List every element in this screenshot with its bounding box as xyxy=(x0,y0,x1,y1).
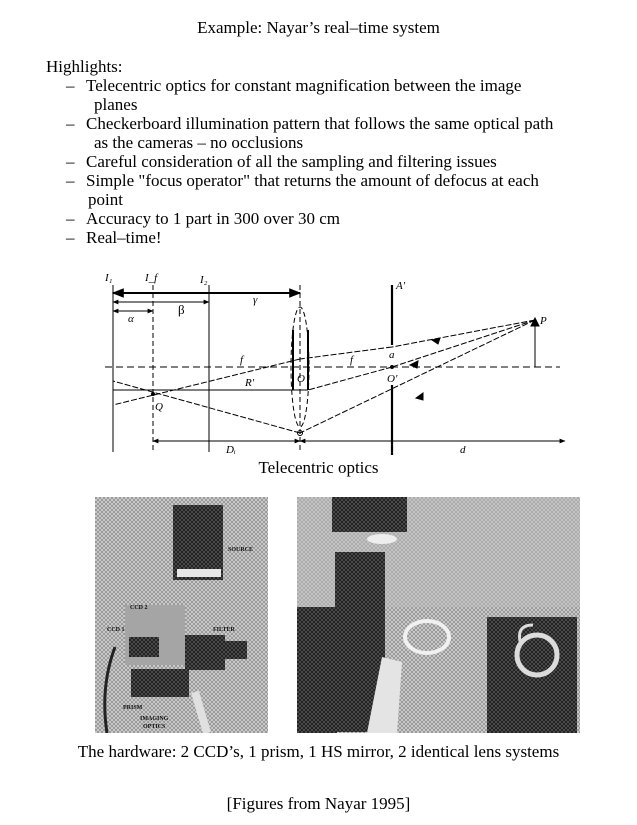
dash: – xyxy=(66,171,75,190)
label-o-prime: O' xyxy=(387,373,398,385)
highlight-line: planes xyxy=(94,95,138,114)
highlight-item xyxy=(66,209,553,228)
filter-tube xyxy=(217,641,247,659)
slide-title: Example: Nayar’s real–time system xyxy=(197,18,440,37)
label-optics: OPTICS xyxy=(143,724,166,730)
highlights-heading: Highlights: xyxy=(46,57,123,76)
highlight-line: Real–time! xyxy=(86,228,162,247)
label-beta: β xyxy=(178,302,185,317)
highlight-item xyxy=(66,76,553,114)
ray-center xyxy=(392,320,535,367)
label-di: Dᵢ xyxy=(226,444,236,455)
label-if: I_f xyxy=(145,272,158,284)
label-a: a xyxy=(389,349,395,361)
label-filter: FILTER xyxy=(213,627,235,633)
highlight-line: Accuracy to 1 part in 300 over 30 cm xyxy=(86,209,340,228)
label-f-right: f xyxy=(350,354,354,366)
highlight-line: Simple "focus operator" that returns the amount of defocus at each xyxy=(86,171,539,190)
label-r: R' xyxy=(245,377,255,389)
ray-top xyxy=(392,320,535,347)
hardware-photo xyxy=(95,497,268,733)
highlight-item xyxy=(66,228,553,247)
label-prism: PRISM xyxy=(123,705,143,711)
label-a-prime: A' xyxy=(396,280,406,292)
highlight-item xyxy=(66,152,553,171)
figure-source-note: [Figures from Nayar 1995] xyxy=(226,794,411,813)
label-i2: I₂ xyxy=(200,274,208,286)
highlight-line: Checkerboard illumination pattern that follows the same optical path xyxy=(86,114,554,133)
telecentric-optics-diagram xyxy=(100,270,570,455)
highlight-line: Careful consideration of all the sampling and filtering issues xyxy=(86,152,497,171)
dash: – xyxy=(66,228,75,247)
label-i1: I₁ xyxy=(105,272,113,284)
ray-bottom xyxy=(300,320,535,433)
label-imaging: IMAGING xyxy=(140,716,169,722)
label-f-left: f xyxy=(240,354,244,366)
label-ccd2: CCD 2 xyxy=(130,605,148,611)
highlights-block xyxy=(46,57,553,247)
source-lamp xyxy=(173,505,223,580)
camera-head xyxy=(332,497,407,532)
highlight-line: as the cameras – no occlusions xyxy=(94,133,304,152)
hardware-caption: The hardware: 2 CCD’s, 1 prism, 1 HS mirror, 2 identical lens systems xyxy=(77,742,560,761)
highlight-line: point xyxy=(88,190,123,209)
label-gamma: γ xyxy=(253,294,258,306)
highlight-line: Telecentric optics for constant magnification between the image xyxy=(86,76,522,95)
highlights-list xyxy=(46,76,553,247)
dash: – xyxy=(66,76,75,95)
label-o: O xyxy=(297,373,305,385)
highlight-item xyxy=(66,171,553,209)
label-d: d xyxy=(460,444,466,455)
dash: – xyxy=(66,209,75,228)
system-photo xyxy=(297,497,580,733)
dash: – xyxy=(66,114,75,133)
label-source: SOURCE xyxy=(228,547,254,553)
label-ccd1: CCD 1 xyxy=(107,627,125,633)
highlight-item xyxy=(66,114,553,152)
diagram-caption: Telecentric optics xyxy=(258,458,379,477)
ray-image-1 xyxy=(113,359,300,405)
label-p: P xyxy=(540,315,547,327)
ray-image-3 xyxy=(113,381,300,433)
label-q: Q xyxy=(155,401,163,413)
imaging-optics xyxy=(131,669,189,697)
dash: – xyxy=(66,152,75,171)
label-alpha: α xyxy=(128,313,134,325)
